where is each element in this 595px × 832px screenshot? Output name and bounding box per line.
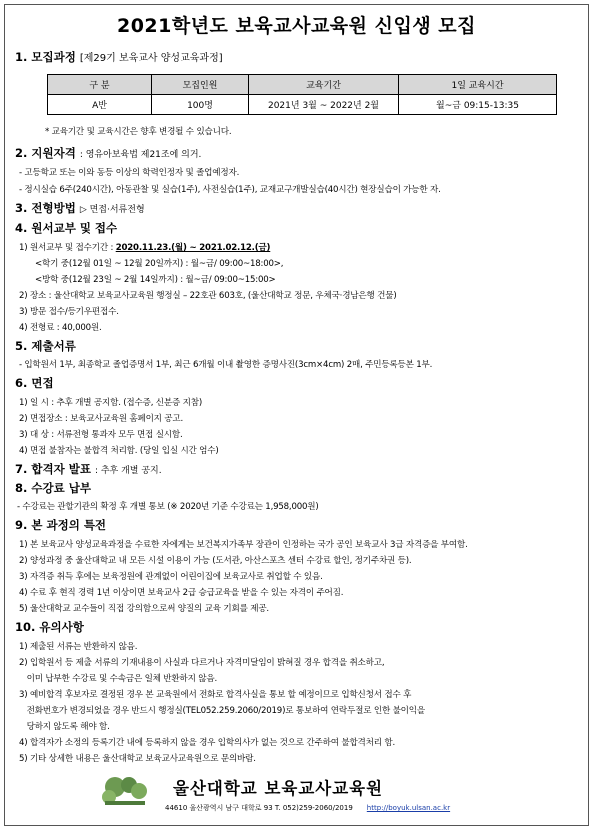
section-4-heading: 4. 원서교부 및 접수 [15,221,118,235]
website-link[interactable]: http://boyuk.ulsan.ac.kr [366,804,451,812]
section-6-heading: 6. 면접 [15,376,54,390]
list-item: 1) 원서교부 및 접수기간 : 2020.11.23.(월) ~ 2021.02.12.(금) [19,243,271,253]
list-item: 2) 장소 : 울산대학교 보육교사교육원 행정실 – 22호관 603호, (울산대학교 정문, 우체국·경남은행 건물) [19,291,397,301]
table-header: 모집인원 [152,75,249,95]
list-item: 3) 예비합격 후보자로 결정된 경우 본 교육원에서 전화로 합격사실을 통보 할 예정이므로 입학신청서 접수 후 [19,690,412,700]
list-item: 2) 면접장소 : 보육교사교육원 홈페이지 공고. [19,414,184,424]
list-item: - 정시실습 6주(240시간), 아동관찰 및 실습(1주), 사전실습(1주), 교재교구개발실습(40시간) 현장실습이 가능한 자. [19,185,441,195]
list-item: <학기 중(12월 01일 ~ 12월 20일까지) : 월~금/ 09:00~18:00>, [35,259,284,269]
table-cell: 월~금 09:15-13:35 [399,95,557,115]
schedule-note: * 교육기간 및 교육시간은 향후 변경될 수 있습니다. [45,127,232,137]
table-row [48,95,557,115]
section-10-heading: 10. 유의사항 [15,620,84,634]
list-item: 전화번호가 변경되었을 경우 반드시 행정실(TEL052.259.2060/2019)로 통보하여 연락두절로 인한 불이익을 [19,706,425,716]
list-item: 4) 합격자가 소정의 등록기간 내에 등록하지 않을 경우 입학의사가 없는 것으로 간주하여 불합격처리 함. [19,738,396,748]
list-item: 4) 면접 불참자는 불합격 처리함. (당일 입실 시간 엄수) [19,446,219,456]
application-period: 2020.11.23.(월) ~ 2021.02.12.(금) [115,243,271,253]
list-item: - 입학원서 1부, 최종학교 졸업증명서 1부, 최근 6개월 이내 촬영한 증명사진(3cm×4cm) 2매, 주민등록등본 1부. [19,360,433,370]
institution-address: 44610 울산광역시 남구 대학로 93 T. 052)259-2060/2019 http://boyuk.ulsan.ac.kr [165,804,451,812]
section-3-heading: 3. 전형방법 ▷ 면접·서류전형 [15,201,145,215]
notice-page [4,4,589,826]
institution-name: 울산대학교 보육교사교육원 [173,779,384,798]
list-item: 5) 기타 상세한 내용은 울산대학교 보육교사교육원으로 문의바람. [19,754,256,764]
recruitment-table [47,74,557,115]
list-item: 4) 전형료 : 40,000원. [19,323,102,333]
table-cell: A반 [48,95,152,115]
page-title: 2021학년도 보육교사교육원 신입생 모집 [116,15,477,37]
list-item: - 수강료는 관할기관의 확정 후 개별 통보 (※ 2020년 기준 수강료는 1,958,000원) [17,502,319,512]
list-item: 1) 본 보육교사 양성교육과정을 수료한 자에게는 보건복지가족부 장관이 인정하는 국가 공인 보육교사 3급 자격증을 부여함. [19,540,468,550]
section-8-heading: 8. 수강료 납부 [15,481,91,495]
section-1-heading: 1. 모집과정 [제29기 보육교사 양성교육과정] [15,50,223,64]
list-item: 3) 방문 접수/등기우편접수. [19,307,119,317]
list-item: 1) 제출된 서류는 반환하지 않음. [19,642,138,652]
list-item: 당하지 않도록 해야 함. [19,722,110,732]
list-item: 3) 자격증 취득 후에는 보육정원에 관계없이 어린이집에 보육교사로 취업할 수 있음. [19,572,323,582]
list-item: 2) 입학원서 등 제출 서류의 기재내용이 사실과 다르거나 자격미달임이 밝혀질 경우 합격을 취소하고, [19,658,385,668]
table-cell: 100명 [152,95,249,115]
table-header: 1일 교육시간 [399,75,557,95]
section-2-heading: 2. 지원자격 : 영유아보육법 제21조에 의거. [15,146,202,160]
list-item: 3) 대 상 : 서류전형 통과자 모두 면접 실시함. [19,430,183,440]
section-7-heading: 7. 합격자 발표 : 추후 개별 공지. [15,462,162,476]
list-item: 이미 납부한 수강료 및 수속금은 일체 반환하지 않음. [19,674,217,684]
table-header: 교육기간 [249,75,399,95]
section-5-heading: 5. 제출서류 [15,339,76,353]
section-9-heading: 9. 본 과정의 특전 [15,518,107,532]
list-item: 2) 양성과정 중 울산대학교 내 모든 시설 이용이 가능 (도서관, 아산스포츠 센터 수강료 할인, 정기주차권 등). [19,556,412,566]
list-item: 5) 울산대학교 교수들이 직접 강의함으로써 양질의 교육 기회를 제공. [19,604,269,614]
list-item: 1) 일 시 : 추후 개별 공지함. (접수증, 신분증 지참) [19,398,202,408]
table-header-row [48,75,557,95]
list-item: - 고등학교 또는 이와 동등 이상의 학력인정자 및 졸업예정자. [19,168,240,178]
university-logo-icon [99,773,151,809]
table-cell: 2021년 3월 ~ 2022년 2월 [249,95,399,115]
table-header: 구 분 [48,75,152,95]
list-item: <방학 중(12월 23일 ~ 2월 14일까지) : 월~금/ 09:00~15:00> [35,275,276,285]
list-item: 4) 수료 후 현직 경력 1년 이상이면 보육교사 2급 승급교육을 받을 수 있는 자격이 주어짐. [19,588,344,598]
